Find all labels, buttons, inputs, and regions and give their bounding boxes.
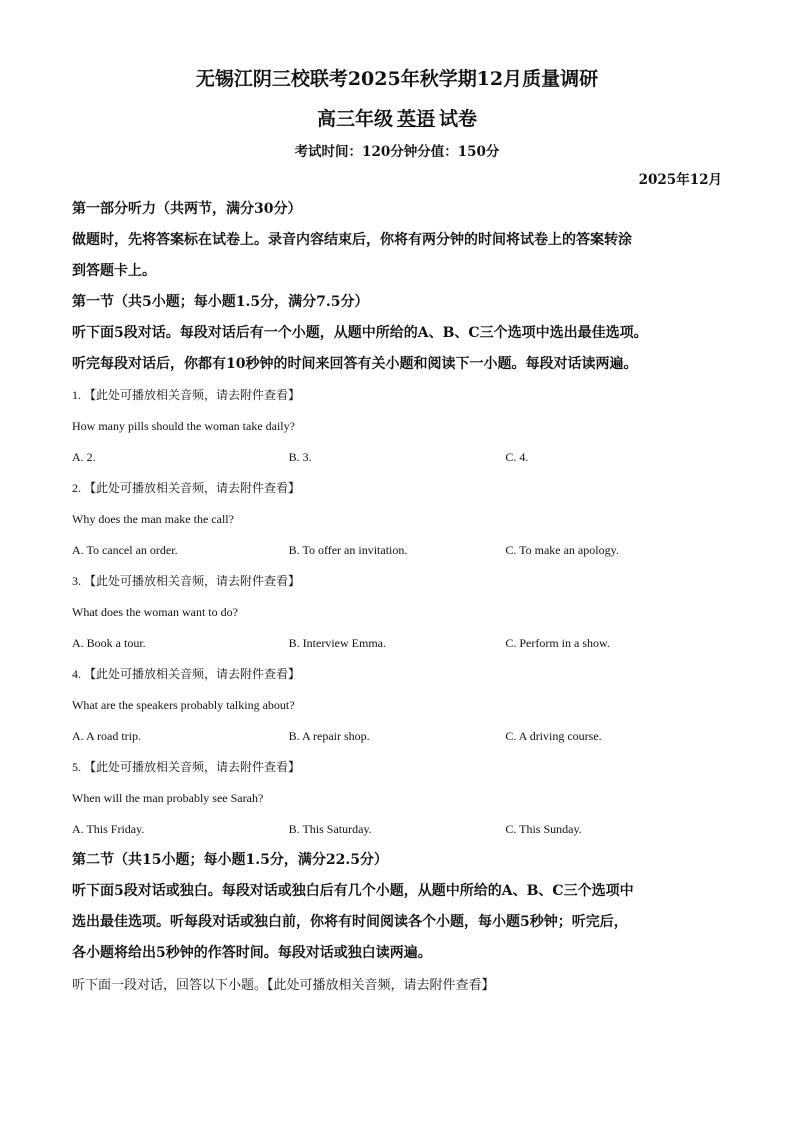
question-3 xyxy=(72,566,722,659)
option-a: A. This Friday. xyxy=(72,822,145,836)
option-c: C. 4. xyxy=(505,450,529,464)
option-a: A. 2. xyxy=(72,450,96,464)
option-c: C. Perform in a show. xyxy=(505,636,610,650)
section2-heading: 第二节（共15小题；每小题1.5分，满分22.5分） xyxy=(72,852,388,868)
section2-audio-prompt[interactable]: 听下面一段对话，回答以下小题。【此处可播放相关音频，请去附件查看】 xyxy=(72,977,495,992)
option-c: C. To make an apology. xyxy=(505,543,619,557)
section2-instruction-line: 各小题将给出5秒钟的作答时间。每段对话或独白读两遍。 xyxy=(72,945,432,961)
section1-instruction-line: 听完每段对话后，你都有10秒钟的时间来回答有关小题和阅读下一小题。每段对话读两遍。 xyxy=(72,356,638,372)
part1-heading: 第一部分听力（共两节，满分30分） xyxy=(72,201,302,217)
question-5 xyxy=(72,752,722,845)
section2-instruction-line: 听下面5段对话或独白。每段对话或独白后有几个小题，从题中所给的A、B、C三个选项中 xyxy=(72,883,634,899)
exam-date: 2025年12月 xyxy=(638,172,722,188)
section1-heading: 第一节（共5小题；每小题1.5分，满分7.5分） xyxy=(72,294,369,310)
options-row xyxy=(72,814,722,845)
options-row xyxy=(72,442,722,473)
grade-label: 高三年级 xyxy=(316,108,393,130)
section2-instruction-line: 选出最佳选项。听每段对话或独白前，你将有时间阅读各个小题，每小题5秒钟；听完后， xyxy=(72,914,628,930)
audio-placeholder[interactable]: 2. 【此处可播放相关音频，请去附件查看】 xyxy=(72,481,301,495)
part1-instruction-line: 做题时，先将答案标在试卷上。录音内容结束后，你将有两分钟的时间将试卷上的答案转涂 xyxy=(72,232,632,248)
options-row xyxy=(72,628,722,659)
option-a: A. A road trip. xyxy=(72,729,141,743)
option-b: B. To offer an invitation. xyxy=(288,543,408,557)
part1-instruction-line: 到答题卡上。 xyxy=(72,263,156,279)
paper-label: 试卷 xyxy=(439,108,478,130)
question-4 xyxy=(72,659,722,752)
subject-blank: 英语 xyxy=(396,108,435,130)
question-text: When will the man probably see Sarah? xyxy=(72,791,264,805)
audio-placeholder[interactable]: 1. 【此处可播放相关音频，请去附件查看】 xyxy=(72,388,301,402)
option-c: C. A driving course. xyxy=(505,729,602,743)
question-text: How many pills should the woman take daily? xyxy=(72,419,295,433)
audio-placeholder[interactable]: 4. 【此处可播放相关音频，请去附件查看】 xyxy=(72,667,301,681)
option-b: B. A repair shop. xyxy=(288,729,370,743)
option-c: C. This Sunday. xyxy=(505,822,582,836)
option-b: B. Interview Emma. xyxy=(288,636,386,650)
options-row xyxy=(72,535,722,566)
question-text: What are the speakers probably talking about? xyxy=(72,698,295,712)
exam-title: 无锡江阴三校联考2025年秋学期12月质量调研 xyxy=(195,68,599,90)
option-a: A. To cancel an order. xyxy=(72,543,178,557)
section1-instruction-line: 听下面5段对话。每段对话后有一个小题，从题中所给的A、B、C三个选项中选出最佳选项。 xyxy=(72,325,648,341)
audio-placeholder[interactable]: 5. 【此处可播放相关音频，请去附件查看】 xyxy=(72,760,301,774)
option-b: B. This Saturday. xyxy=(288,822,372,836)
options-row xyxy=(72,721,722,752)
option-a: A. Book a tour. xyxy=(72,636,146,650)
exam-info: 考试时间：120分钟分值：150分 xyxy=(294,144,500,160)
exam-subtitle xyxy=(72,106,722,132)
question-1 xyxy=(72,380,722,473)
question-text: What does the woman want to do? xyxy=(72,605,238,619)
question-2 xyxy=(72,473,722,566)
question-text: Why does the man make the call? xyxy=(72,512,234,526)
option-b: B. 3. xyxy=(288,450,312,464)
exam-page xyxy=(72,66,722,1000)
audio-placeholder[interactable]: 3. 【此处可播放相关音频，请去附件查看】 xyxy=(72,574,301,588)
